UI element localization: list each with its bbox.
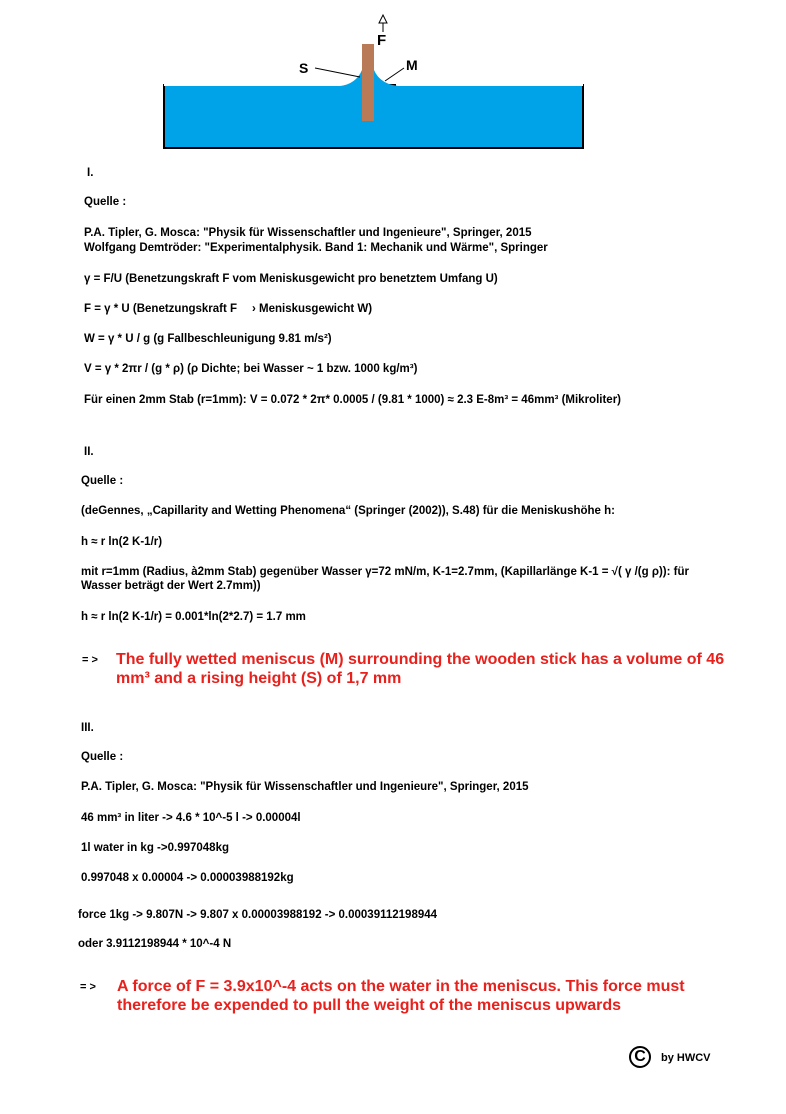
force-arrow-icon bbox=[379, 15, 387, 23]
label-force: F bbox=[377, 32, 387, 49]
section2-source-label: Quelle : bbox=[81, 475, 124, 487]
section3-source-label: Quelle : bbox=[81, 751, 124, 763]
section3-heading: III. bbox=[81, 722, 94, 734]
section3-line5: oder 3.9112198944 * 10^-4 N bbox=[78, 938, 232, 950]
section1-eq4: V = γ * 2πr / (g * ρ) (ρ Dichte; bei Wasser ~ 1 bzw. 1000 kg/m³) bbox=[84, 363, 418, 375]
section3-line1: 46 mm³ in liter -> 4.6 * 10^-5 l -> 0.00004l bbox=[81, 812, 301, 824]
section1-ref2: Wolfgang Demtröder: "Experimentalphysik. Band 1: Mechanik und Wärme", Springer bbox=[84, 242, 548, 254]
section1-eq2b: › Meniskusgewicht W) bbox=[252, 303, 373, 315]
section3-line4: force 1kg -> 9.807N -> 9.807 x 0.00003988192 -> 0.00039112198944 bbox=[78, 909, 438, 921]
section2-eq3: h ≈ r ln(2 K-1/r) = 0.001*ln(2*2.7) = 1.7 mm bbox=[81, 611, 306, 623]
section1-ref1: P.A. Tipler, G. Mosca: "Physik für Wissenschaftler und Ingenieure", Springer, 2015 bbox=[84, 227, 532, 239]
author-byline: by HWCV bbox=[661, 1052, 711, 1064]
section2-conclusion: The fully wetted meniscus (M) surrounding the wooden stick has a volume of 46 mm³ and a rising height (S) of 1,7 mm bbox=[116, 651, 725, 687]
meniscus-diagram bbox=[0, 0, 786, 160]
section3-arrow: = > bbox=[80, 981, 96, 993]
meniscus-right bbox=[374, 70, 398, 86]
section2-eq1: h ≈ r ln(2 K-1/r) bbox=[81, 536, 163, 548]
section3-line3: 0.997048 x 0.00004 -> 0.00003988192kg bbox=[81, 872, 294, 884]
section2-eq2: mit r=1mm (Radius, à2mm Stab) gegenüber Wasser γ=72 mN/m, K-1=2.7mm, (Kapillarlänge K-1 = √( γ /(g ρ)): für Wasser beträgt der Wert 2.7mm)) bbox=[81, 566, 689, 592]
section1-eq2a: F = γ * U (Benetzungskraft F bbox=[84, 303, 238, 315]
section2-ref: (deGennes, „Capillarity and Wetting Phenomena“ (Springer (2002)), S.48) für die Meniskushöhe h: bbox=[81, 505, 615, 517]
section1-source-label: Quelle : bbox=[84, 196, 127, 208]
section3-conclusion: A force of F = 3.9x10^-4 acts on the water in the meniscus. This force must therefore be expended to pull the weight of the meniscus upwards bbox=[117, 978, 685, 1014]
label-s: S bbox=[299, 60, 309, 76]
section3-ref: P.A. Tipler, G. Mosca: "Physik für Wissenschaftler und Ingenieure", Springer, 2015 bbox=[81, 781, 529, 793]
section2-arrow: = > bbox=[82, 654, 98, 666]
section2-heading: II. bbox=[84, 446, 94, 458]
section1-heading: I. bbox=[87, 167, 94, 179]
label-m: M bbox=[406, 57, 418, 73]
copyright-icon: C bbox=[629, 1046, 651, 1068]
wooden-stick bbox=[362, 44, 374, 121]
section3-line2: 1l water in kg ->0.997048kg bbox=[81, 842, 229, 854]
meniscus-left bbox=[340, 70, 362, 86]
section1-eq5: Für einen 2mm Stab (r=1mm): V = 0.072 * 2π* 0.0005 / (9.81 * 1000) ≈ 2.3 E-8m³ = 46mm³ (Mikroliter) bbox=[84, 394, 621, 406]
section1-eq3: W = γ * U / g (g Fallbeschleunigung 9.81 m/s²) bbox=[84, 333, 332, 345]
section1-eq1: γ = F/U (Benetzungskraft F vom Meniskusgewicht pro benetztem Umfang U) bbox=[84, 273, 498, 285]
